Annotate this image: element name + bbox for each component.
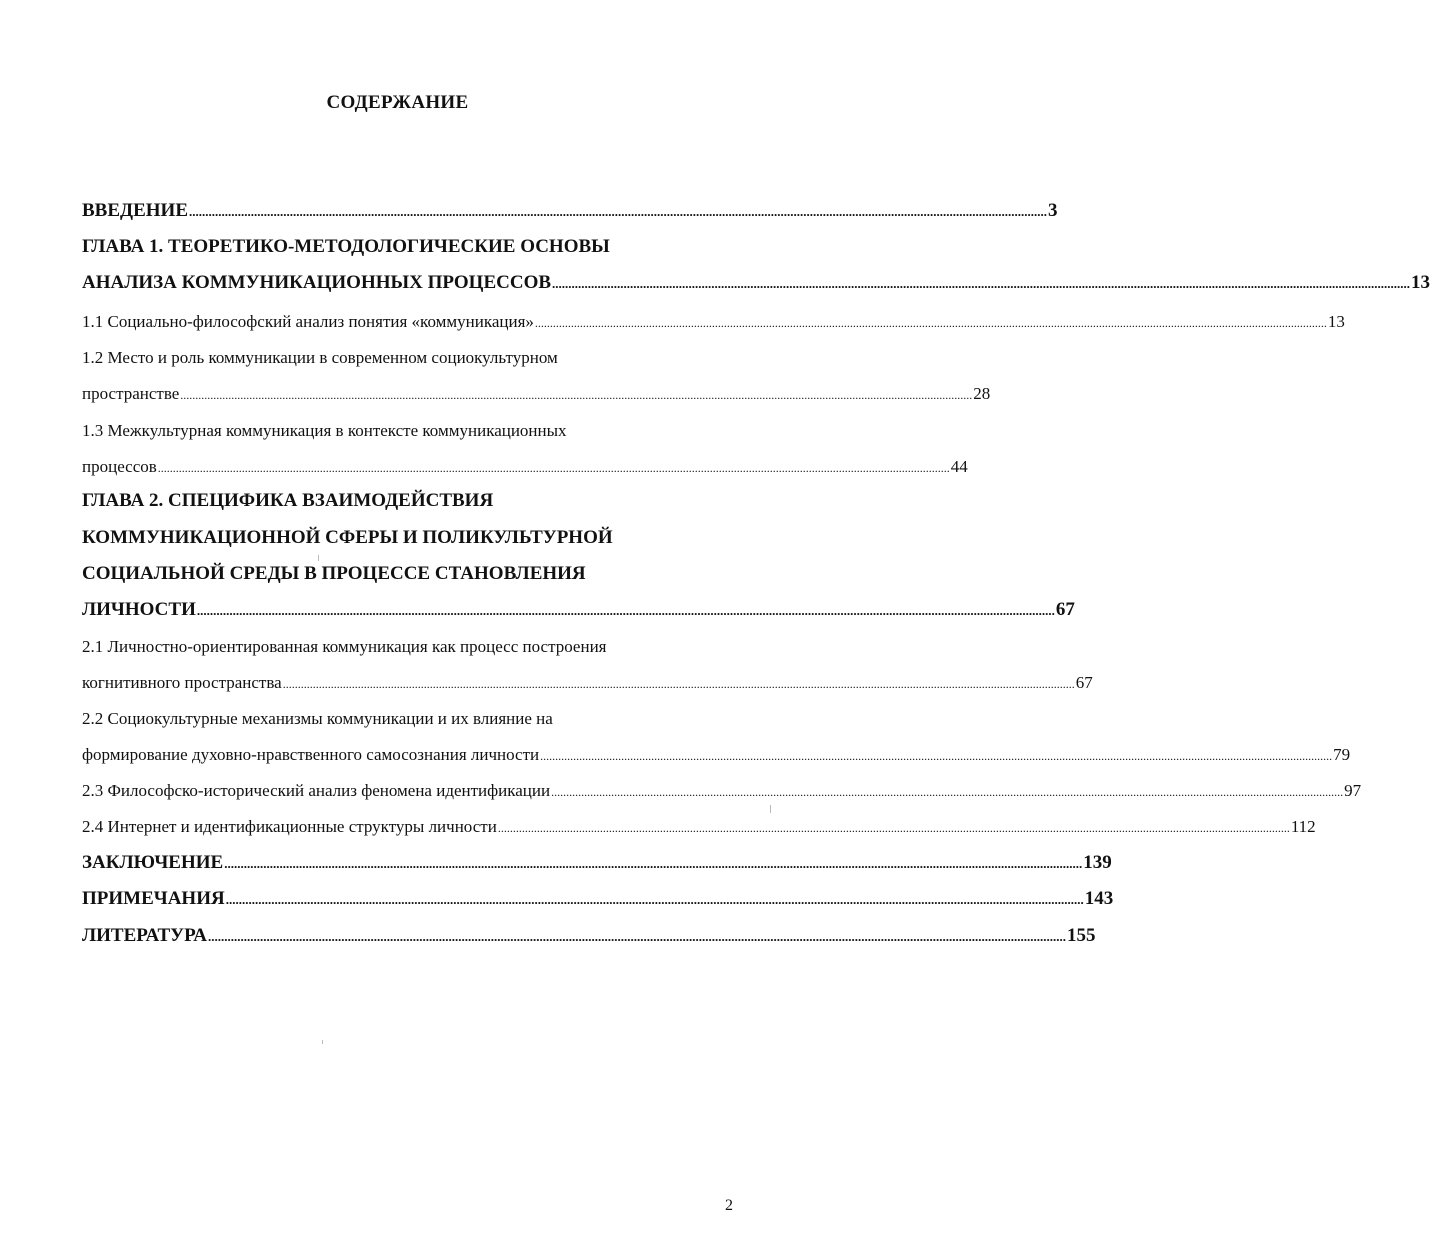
dot-leader: ........................................................................................................................................................................................................................................................................ — [534, 316, 1327, 330]
scan-speck — [318, 555, 319, 561]
dot-leader: ........................................................................................................................................................................................................................................................................ — [224, 856, 1083, 871]
toc-entry-section-2-1[interactable] — [82, 673, 1093, 693]
toc-entry-section-2-3[interactable] — [82, 781, 1362, 801]
toc-entry-conclusion[interactable] — [82, 852, 1112, 874]
toc-entry-page: 143 — [1084, 888, 1114, 909]
toc-entry-page: 67 — [1055, 599, 1075, 620]
toc-entry-title: СОЦИАЛЬНОЙ СРЕДЫ В ПРОЦЕССЕ СТАНОВЛЕНИЯ — [82, 563, 586, 584]
toc-entry-page: 139 — [1083, 852, 1112, 873]
toc-entry-page: 44 — [950, 457, 968, 476]
toc-entry-title: ЛИТЕРАТУРА — [82, 925, 208, 946]
toc-entry-title: ЗАКЛЮЧЕНИЕ — [82, 852, 224, 873]
toc-entry-section-2-2-heading[interactable] — [82, 709, 729, 729]
toc-entry-bibliography[interactable] — [82, 925, 1096, 947]
dot-leader: ........................................................................................................................................................................................................................................................................ — [208, 929, 1067, 944]
toc-entry-title: формирование духовно-нравственного самосознания личности — [82, 745, 540, 764]
toc-entry-page: 112 — [1290, 817, 1316, 836]
toc-entry-title: пространстве — [82, 384, 180, 403]
toc-entry-chapter-1[interactable] — [82, 272, 1430, 294]
toc-entry-title: 2.1 Личностно-ориентированная коммуникация как процесс построения — [82, 637, 607, 656]
dot-leader: ........................................................................................................................................................................................................................................................................ — [540, 749, 1333, 763]
toc-entry-title: когнитивного пространства — [82, 673, 282, 692]
toc-entry-title: 1.1 Социально-философский анализ понятия «коммуникация» — [82, 312, 534, 331]
toc-entry-notes[interactable] — [82, 888, 1114, 910]
toc-entry-page: 28 — [973, 384, 991, 403]
toc-entry-chapter-2[interactable] — [82, 599, 1075, 621]
toc-entry-title: 1.3 Межкультурная коммуникация в контексте коммуникационных — [82, 421, 567, 440]
toc-entry-title: КОММУНИКАЦИОННОЙ СФЕРЫ И ПОЛИКУЛЬТУРНОЙ — [82, 527, 613, 548]
toc-entry-section-1-2-heading[interactable] — [82, 348, 729, 368]
toc-entry-section-1-3-heading[interactable] — [82, 421, 729, 441]
toc-entry-title: ЛИЧНОСТИ — [82, 599, 196, 620]
toc-entry-chapter-1-heading[interactable] — [82, 236, 729, 258]
dot-leader: ........................................................................................................................................................................................................................................................................ — [282, 677, 1075, 691]
toc-entry-page: 13 — [1327, 312, 1345, 331]
dot-leader: ........................................................................................................................................................................................................................................................................ — [551, 785, 1344, 799]
toc-entry-title: ВВЕДЕНИЕ — [82, 200, 188, 221]
dot-leader: ........................................................................................................................................................................................................................................................................ — [552, 276, 1411, 291]
toc-entry-page: 67 — [1075, 673, 1093, 692]
toc-entry-page: 97 — [1344, 781, 1362, 800]
dot-leader: ........................................................................................................................................................................................................................................................................ — [196, 603, 1055, 618]
toc-entry-chapter-2-heading-2[interactable] — [82, 527, 729, 549]
dot-leader: ........................................................................................................................................................................................................................................................................ — [180, 388, 973, 402]
toc-entry-page: 3 — [1048, 200, 1058, 221]
toc-entry-section-1-2[interactable] — [82, 384, 991, 404]
toc-entry-title: ГЛАВА 1. ТЕОРЕТИКО-МЕТОДОЛОГИЧЕСКИЕ ОСНОВЫ — [82, 236, 610, 257]
dot-leader: ........................................................................................................................................................................................................................................................................ — [157, 461, 950, 475]
toc-entry-introduction[interactable] — [82, 200, 1058, 222]
dot-leader: ........................................................................................................................................................................................................................................................................ — [225, 892, 1084, 907]
toc-entry-title: ПРИМЕЧАНИЯ — [82, 888, 225, 909]
dot-leader: ........................................................................................................................................................................................................................................................................ — [497, 821, 1290, 835]
toc-entry-page: 155 — [1067, 925, 1096, 946]
scan-speck — [322, 1040, 323, 1044]
toc-entry-section-2-4[interactable] — [82, 817, 1316, 837]
toc-entry-section-2-2[interactable] — [82, 745, 1351, 765]
toc-entry-section-1-1[interactable] — [82, 312, 1345, 332]
toc-entry-title: 2.3 Философско-исторический анализ феномена идентификации — [82, 781, 551, 800]
toc-entry-chapter-2-heading-1[interactable] — [82, 490, 729, 512]
page-number: 2 — [725, 1197, 733, 1214]
toc-entry-title: процессов — [82, 457, 157, 476]
toc-entry-title: ГЛАВА 2. СПЕЦИФИКА ВЗАИМОДЕЙСТВИЯ — [82, 490, 494, 511]
toc-entry-title: 1.2 Место и роль коммуникации в современном социокультурном — [82, 348, 558, 367]
page-title: СОДЕРЖАНИЕ — [326, 92, 469, 113]
toc-entry-title: 2.2 Социокультурные механизмы коммуникации и их влияние на — [82, 709, 553, 728]
toc-entry-chapter-2-heading-3[interactable] — [82, 563, 729, 585]
toc-entry-page: 79 — [1333, 745, 1351, 764]
toc-entry-section-1-3[interactable] — [82, 457, 968, 477]
toc-entry-title: АНАЛИЗА КОММУНИКАЦИОННЫХ ПРОЦЕССОВ — [82, 272, 552, 293]
scan-speck — [770, 805, 771, 813]
toc-entry-section-2-1-heading[interactable] — [82, 637, 729, 657]
dot-leader: ........................................................................................................................................................................................................................................................................ — [189, 204, 1047, 219]
toc-entry-page: 13 — [1411, 272, 1430, 293]
toc-entry-title: 2.4 Интернет и идентификационные структуры личности — [82, 817, 497, 836]
